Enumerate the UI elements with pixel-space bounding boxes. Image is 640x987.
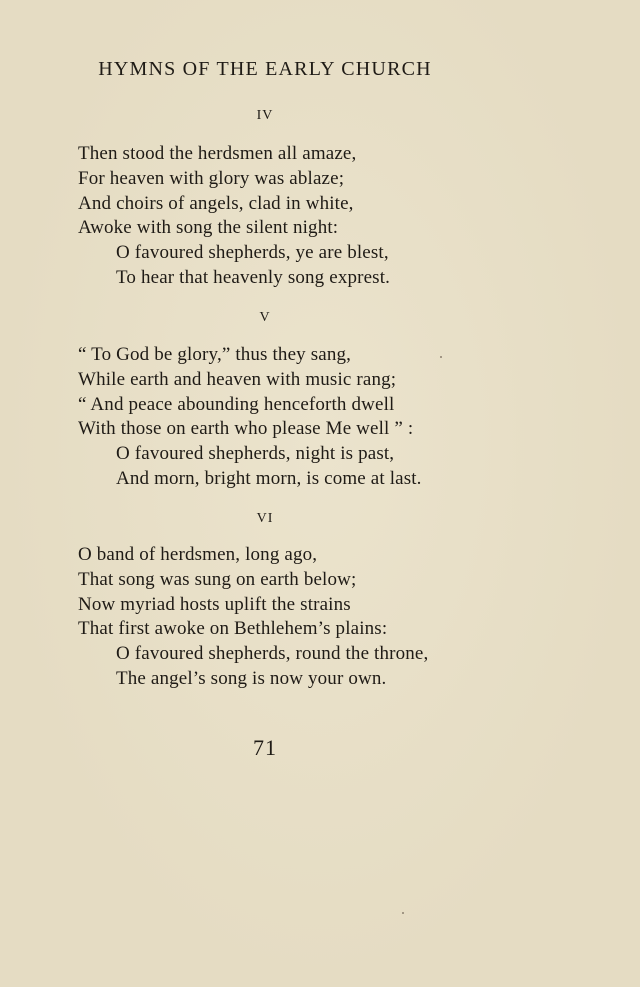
stanza-vi [78, 543, 478, 692]
page-number: 71 [253, 735, 277, 760]
refrain-line: And morn, bright morn, is come at last. [116, 467, 422, 489]
stanza-number-iv: IV [256, 108, 274, 123]
verse-line: “ And peace abounding henceforth dwell [78, 393, 395, 415]
refrain-line: The angel’s song is now your own. [116, 667, 387, 689]
refrain-line: O favoured shepherds, ye are blest, [116, 242, 389, 264]
verse-line: While earth and heaven with music rang; [78, 368, 397, 390]
running-head: HYMNS OF THE EARLY CHURCH [98, 58, 432, 80]
refrain-line: O favoured shepherds, round the throne, [116, 643, 429, 665]
paper-speck [402, 912, 404, 914]
verse-line: “ To God be glory,” thus they sang, [78, 344, 352, 365]
paper-speck [440, 356, 442, 358]
verse-line: Now myriad hosts uplift the strains [78, 593, 351, 615]
verse-line: With those on earth who please Me well ” : [78, 418, 414, 440]
verse-line: For heaven with glory was ablaze; [78, 167, 345, 189]
stanza-number-v: V [259, 310, 271, 325]
verse-line: Awoke with song the silent night: [78, 217, 339, 239]
refrain-line: To hear that heavenly song exprest. [116, 266, 391, 288]
stanza-number-vi: VI [256, 511, 274, 526]
verse-line: O band of herdsmen, long ago, [78, 544, 318, 565]
verse-line: And choirs of angels, clad in white, [78, 192, 354, 214]
refrain-line: O favoured shepherds, night is past, [116, 443, 395, 465]
verse-line: That first awoke on Bethlehem’s plains: [78, 618, 388, 640]
verse-line: Then stood the herdsmen all amaze, [78, 143, 357, 164]
stanza-iv [78, 142, 478, 291]
verse-line: That song was sung on earth below; [78, 568, 357, 590]
stanza-v [78, 343, 478, 492]
